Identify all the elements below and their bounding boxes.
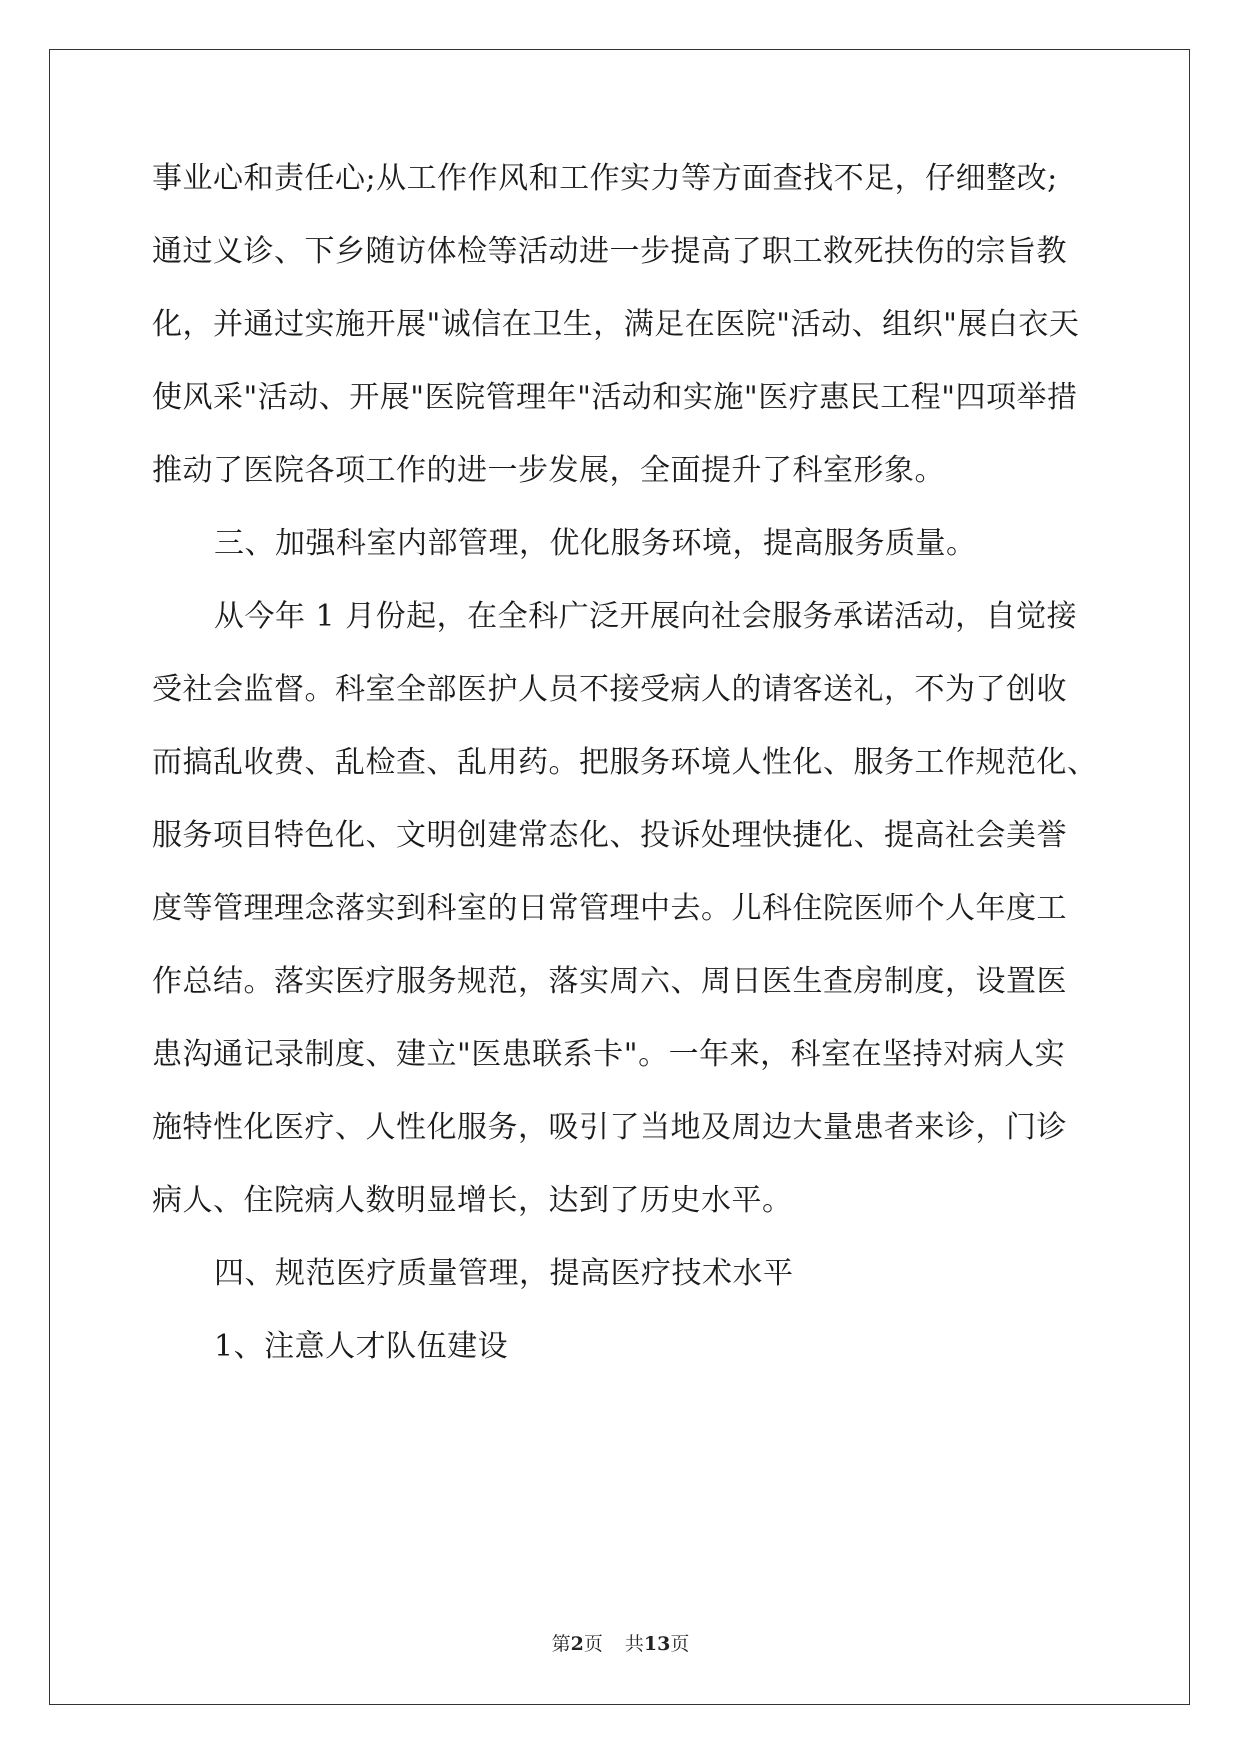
page-prefix: 第 <box>551 1633 571 1655</box>
total-suffix: 页 <box>670 1633 690 1655</box>
page-total: 13 <box>643 1633 671 1655</box>
text-line: 推动了医院各项工作的进一步发展，全面提升了科室形象。 <box>152 453 945 488</box>
section-heading: 四、规范医疗质量管理，提高医疗技术水平 <box>214 1256 794 1291</box>
text-line: 度等管理理念落实到科室的日常管理中去。儿科住院医师个人年度工 <box>152 891 1067 926</box>
text-line: 作总结。落实医疗服务规范，落实周六、周日医生查房制度，设置医 <box>152 964 1067 999</box>
text-line: 受社会监督。科室全部医护人员不接受病人的请客送礼，不为了创收 <box>152 672 1067 707</box>
text-line: 化，并通过实施开展"诚信在卫生，满足在医院"活动、组织"展白衣天 <box>152 307 1080 342</box>
subsection-heading: 1、注意人才队伍建设 <box>214 1329 509 1364</box>
page-suffix: 页 <box>583 1633 603 1655</box>
text-line: 患沟通记录制度、建立"医患联系卡"。一年来，科室在坚持对病人实 <box>152 1037 1066 1072</box>
page-border <box>49 49 1190 1705</box>
page-current: 2 <box>570 1633 584 1655</box>
text-line: 服务项目特色化、文明创建常态化、投诉处理快捷化、提高社会美誉 <box>152 818 1067 853</box>
total-prefix: 共 <box>624 1633 644 1655</box>
page-footer <box>0 1632 1241 1656</box>
text-line: 事业心和责任心;从工作作风和工作实力等方面查找不足，仔细整改; <box>152 161 1058 196</box>
text-line: 而搞乱收费、乱检查、乱用药。把服务环境人性化、服务工作规范化、 <box>152 745 1098 780</box>
text-line: 病人、住院病人数明显增长，达到了历史水平。 <box>152 1183 793 1218</box>
text-line: 使风采"活动、开展"医院管理年"活动和实施"医疗惠民工程"四项举措 <box>152 380 1078 415</box>
section-heading: 三、加强科室内部管理，优化服务环境，提高服务质量。 <box>214 526 977 561</box>
text-line: 施特性化医疗、人性化服务，吸引了当地及周边大量患者来诊，门诊 <box>152 1110 1067 1145</box>
text-line: 通过义诊、下乡随访体检等活动进一步提高了职工救死扶伤的宗旨教 <box>152 234 1067 269</box>
paragraph-first-line: 从今年 1 月份起，在全科广泛开展向社会服务承诺活动，自觉接 <box>214 599 1078 634</box>
